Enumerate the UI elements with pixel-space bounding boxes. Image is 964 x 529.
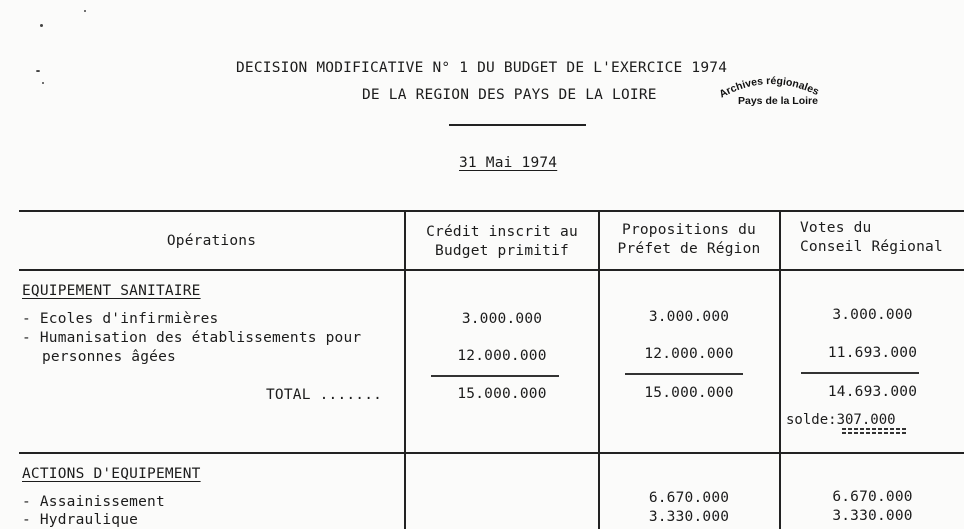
column-header-credit-line1: Crédit inscrit au [426,224,578,240]
row-assainissement-prop: 6.670.000 [648,490,730,506]
row-ecoles-votes: 3.000.000 [832,307,913,323]
row-assainissement-votes: 6.670.000 [832,489,913,505]
column-header-votes-line2: Conseil Régional [800,239,943,255]
row-ecoles-credit: 3.000.000 [461,311,543,327]
row-humanisation-prop: 12.000.000 [644,346,734,362]
solde-line [786,412,896,428]
subtotal-line-credit [431,375,559,377]
solde-double-underline [842,432,908,434]
total-votes: 14.693.000 [827,384,918,400]
stamp-arc-text: Archives régionales [717,74,821,101]
scan-speck [36,70,40,72]
table-header-border [19,269,964,271]
archives-stamp-graphic [712,70,830,110]
solde-label: solde: [786,412,837,428]
table-column-divider [598,210,600,529]
subtotal-line-prop [625,373,743,375]
scan-speck [42,82,44,84]
row-label-hydraulique: - Hydraulique [22,512,139,528]
column-header-prop-line2: Préfet de Région [617,241,761,257]
row-label-humanisation-line1: - Humanisation des établissements pour [22,330,362,346]
document-date: 31 Mai 1974 [459,155,558,171]
section-title-actions-equipement: ACTIONS D'EQUIPEMENT [22,466,201,482]
row-label-assainissement: - Assainissement [22,494,165,510]
subtotal-line-votes [801,372,919,374]
document-title-line1: DECISION MODIFICATIVE N° 1 DU BUDGET DE L'EXERCICE 1974 [236,60,728,76]
row-hydraulique-votes: 3.330.000 [832,508,913,524]
title-separator [449,124,586,126]
solde-double-underline [842,428,908,430]
scan-speck [40,24,43,27]
scan-speck [84,10,86,12]
row-label-humanisation-line2: personnes âgées [42,349,176,365]
section-title-equipement-sanitaire: EQUIPEMENT SANITAIRE [22,283,201,299]
table-top-border [19,210,964,212]
row-ecoles-prop: 3.000.000 [648,309,730,325]
row-humanisation-votes: 11.693.000 [827,345,918,361]
total-credit: 15.000.000 [457,386,547,402]
total-label: TOTAL ....... [266,387,383,403]
row-hydraulique-prop: 3.330.000 [648,509,730,525]
column-header-prop-line1: Propositions du [622,222,756,238]
column-header-votes-line1: Votes du [800,220,872,236]
table-column-divider [779,210,781,529]
row-humanisation-credit: 12.000.000 [457,348,547,364]
archives-stamp [712,70,830,110]
total-prop: 15.000.000 [644,385,734,401]
column-header-operations: Opérations [166,233,257,249]
row-label-ecoles: - Ecoles d'infirmières [22,311,219,327]
table-section-border [19,452,964,454]
document-title-line2: DE LA REGION DES PAYS DE LA LOIRE [362,87,657,103]
solde-value: 307.000 [836,412,896,428]
column-header-credit-line2: Budget primitif [435,243,569,259]
stamp-center-text: Pays de la Loire [738,95,818,107]
